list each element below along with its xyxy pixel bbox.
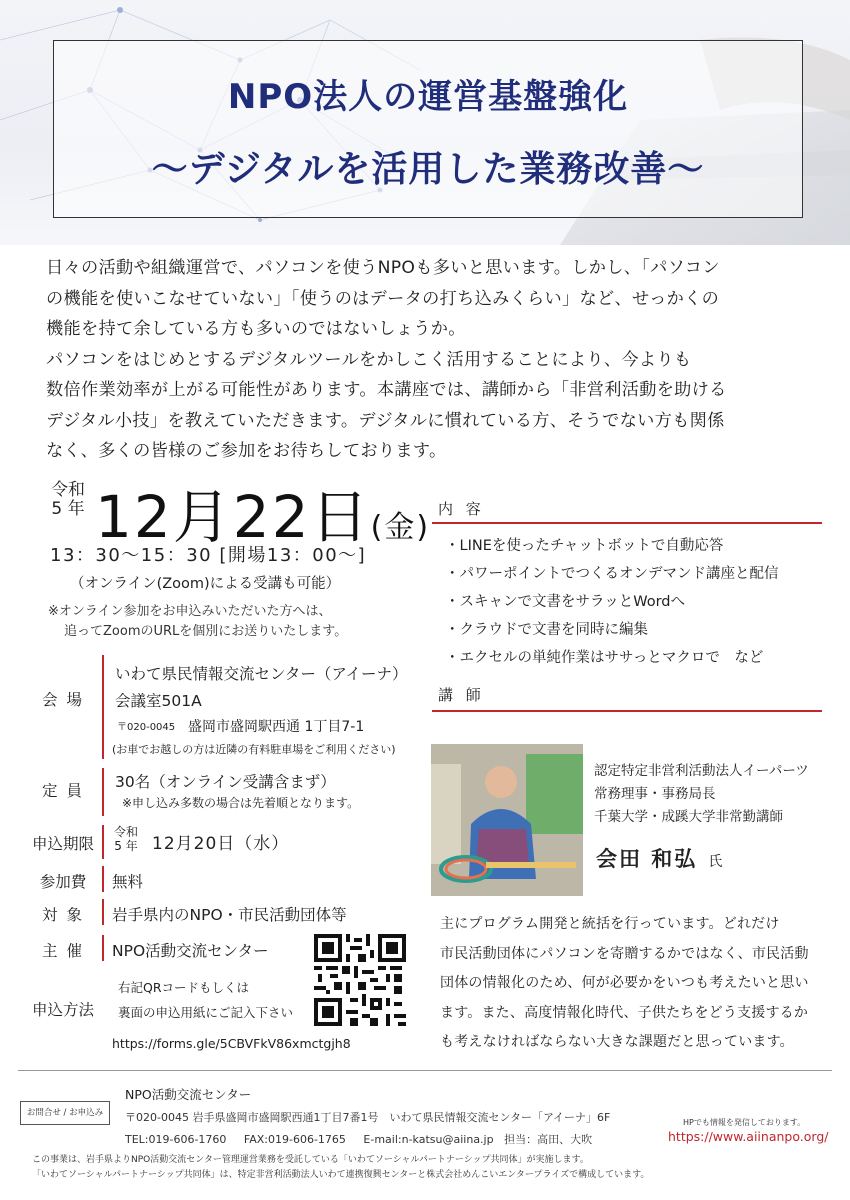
footer-note-2: 「いわてソーシャルパートナーシップ共同体」は、特定非営利活動法人いわて連携復興センターと株式会社めんこいエンタープライズで構成しています。: [32, 1170, 650, 1180]
online-notice-2: 追ってZoomのURLを個別にお送りいたします。: [64, 624, 348, 639]
host-value: NPO活動交流センター: [112, 942, 269, 960]
venue-parking-note: (お車でお越しの方は近隣の有料駐車場をご利用ください): [112, 743, 396, 756]
list-item: ・クラウドで文書を同時に編集: [445, 622, 648, 638]
fee-value: 無料: [112, 873, 144, 891]
intro-line: 日々の活動や組織運営で、パソコンを使うNPOも多いと思います。しかし、「パソコン: [46, 258, 720, 278]
event-weekday: (金): [370, 510, 431, 545]
bio-line: 主にプログラム開発と統括を行っています。どれだけ: [440, 916, 780, 932]
footer-org: NPO活動交流センター: [125, 1087, 252, 1102]
lecturer-honorific: 氏: [708, 854, 723, 870]
online-notice-1: ※オンライン参加をお申込みいただいた方へは、: [48, 604, 332, 619]
intro-line: の機能を使いこなせていない」「使うのはデータの打ち込みくらい」など、せっかくの: [46, 288, 720, 309]
lecturer-photo: [431, 744, 583, 896]
lecturer-name-block: [596, 843, 722, 873]
lecturer-affiliation: [594, 760, 809, 829]
era-year: 5 年: [51, 499, 85, 519]
lecturer-org-3: 千葉大学・成蹊大学非常勤講師: [594, 809, 783, 825]
lecturer-org-2: 常務理事・事務局長: [594, 786, 716, 802]
event-time: 13：30〜15：30 [開場13：00〜]: [50, 545, 367, 566]
event-date-text: 12月22日: [95, 483, 371, 551]
intro-line: デジタル小技」を教えていただきます。デジタルに慣れている方、そうでない方も関係: [46, 410, 725, 431]
apply-form-link[interactable]: https://forms.gle/5CBVFkV86xmctgjh8: [112, 1036, 351, 1051]
footer-tel: TEL:019-606-1760: [125, 1133, 227, 1146]
bio-line: ます。また、高度情報化時代、子供たちをどう支援するか: [440, 1004, 809, 1021]
footer-address: 〒020-0045 岩手県盛岡市盛岡駅西通1丁目7番1号 いわて県民情報交流センター「アイーナ」6F: [125, 1111, 611, 1124]
era-name: 令和: [51, 480, 85, 500]
capacity-value: 30名（オンライン受講含まず）: [115, 773, 336, 791]
host-label: 主 催: [42, 942, 84, 960]
title-box: [53, 40, 803, 218]
deadline-era: [114, 825, 138, 853]
venue-name: いわて県民情報交流センター（アイーナ）: [115, 665, 408, 683]
apply-text-1: 右記QRコードもしくは: [118, 980, 250, 995]
apply-text-2: 裏面の申込用紙にご記入下さい: [118, 1005, 294, 1020]
deadline-value: 12月20日（水）: [152, 834, 290, 854]
bio-line: 市民活動団体にパソコンを寄贈するかではなく、市民活動: [440, 945, 809, 962]
intro-line: なく、多くの皆様のご参加をお待ちしております。: [46, 441, 447, 461]
deadline-era-year: 5 年: [114, 839, 138, 853]
footer-email: E-mail:n-katsu@aiina.jp: [363, 1133, 494, 1146]
list-item: ・パワーポイントでつくるオンデマンド講座と配信: [445, 566, 779, 582]
footer-fax: FAX:019-606-1765: [243, 1133, 346, 1146]
intro-line: パソコンをはじめとするデジタルツールをかしこく活用することにより、今よりも: [46, 349, 692, 370]
venue-address: 盛岡市盛岡駅西通 1丁目7-1: [188, 719, 365, 735]
footer-hp-link[interactable]: https://www.aiinanpo.org/: [668, 1129, 829, 1144]
content-list: [445, 532, 779, 672]
footer-note-1: この事業は、岩手県よりNPO活動交流センター管理運営業務を受託している「いわてソーシャルパートナーシップ共同体」が実施します。: [32, 1155, 589, 1165]
content-divider: [432, 522, 822, 524]
list-item: ・LINEを使ったチャットボットで自動応答: [445, 538, 724, 554]
venue-postal: 〒020-0045: [117, 722, 176, 733]
intro-paragraph: [46, 253, 806, 467]
fee-bar: [102, 866, 104, 892]
footer-contact-line: [125, 1131, 592, 1147]
venue-bar: [102, 655, 104, 759]
apply-label: 申込方法: [31, 1001, 94, 1019]
lecturer-org-1: 認定特定非営利活動法人イーパーツ: [594, 763, 809, 779]
list-item: ・エクセルの単純作業はササっとマクロで など: [445, 650, 764, 666]
bio-line: も考えなければならない大きな課題だと思っています。: [440, 1034, 794, 1050]
deadline-bar: [102, 825, 104, 859]
capacity-note: ※申し込み多数の場合は先着順となります。: [122, 796, 360, 810]
footer-hp-note: HPでも情報を発信しております。: [683, 1118, 806, 1127]
intro-line: 機能を持て余している方も多いのではないしょうか。: [46, 319, 466, 339]
venue-room: 会議室501A: [115, 692, 202, 710]
deadline-label: 申込期限: [31, 835, 94, 853]
bio-line: 団体の情報化のため、何が必要かをいつも考えたいと思い: [440, 975, 809, 991]
target-label: 対 象: [42, 906, 84, 924]
qr-code-graphic[interactable]: [314, 934, 406, 1026]
online-note: （オンライン(Zoom)による受講も可能）: [70, 576, 341, 592]
capacity-bar: [102, 768, 104, 816]
capacity-label: 定 員: [42, 782, 84, 800]
date-era: [44, 481, 92, 519]
title-line-1: NPO法人の運営基盤強化: [227, 77, 629, 117]
title-line-2: 〜デジタルを活用した業務改善〜: [151, 149, 705, 190]
list-item: ・スキャンで文書をサラッとWordへ: [445, 594, 685, 610]
deadline-era-name: 令和: [114, 825, 139, 839]
target-bar: [102, 899, 104, 925]
target-value: 岩手県内のNPO・市民活動団体等: [112, 906, 347, 924]
qr-code[interactable]: [314, 934, 406, 1026]
contact-box-label: お問合せ / お申込み: [20, 1101, 110, 1125]
lecturer-name: 会田 和弘: [596, 847, 698, 871]
lecturer-photo-illustration: [431, 744, 583, 896]
lecturer-divider: [432, 710, 822, 712]
footer-divider: [18, 1070, 832, 1071]
host-bar: [102, 935, 104, 961]
lecturer-bio: [440, 910, 820, 1058]
venue-label: 会 場: [42, 691, 84, 709]
content-heading: 内 容: [438, 500, 485, 518]
footer-staff: 担当：高田、大吹: [504, 1133, 593, 1146]
fee-label: 参加費: [39, 873, 87, 891]
lecturer-heading: 講 師: [438, 686, 485, 704]
intro-line: 数倍作業効率が上がる可能性があります。本講座では、講師から「非営利活動を助ける: [46, 380, 727, 400]
